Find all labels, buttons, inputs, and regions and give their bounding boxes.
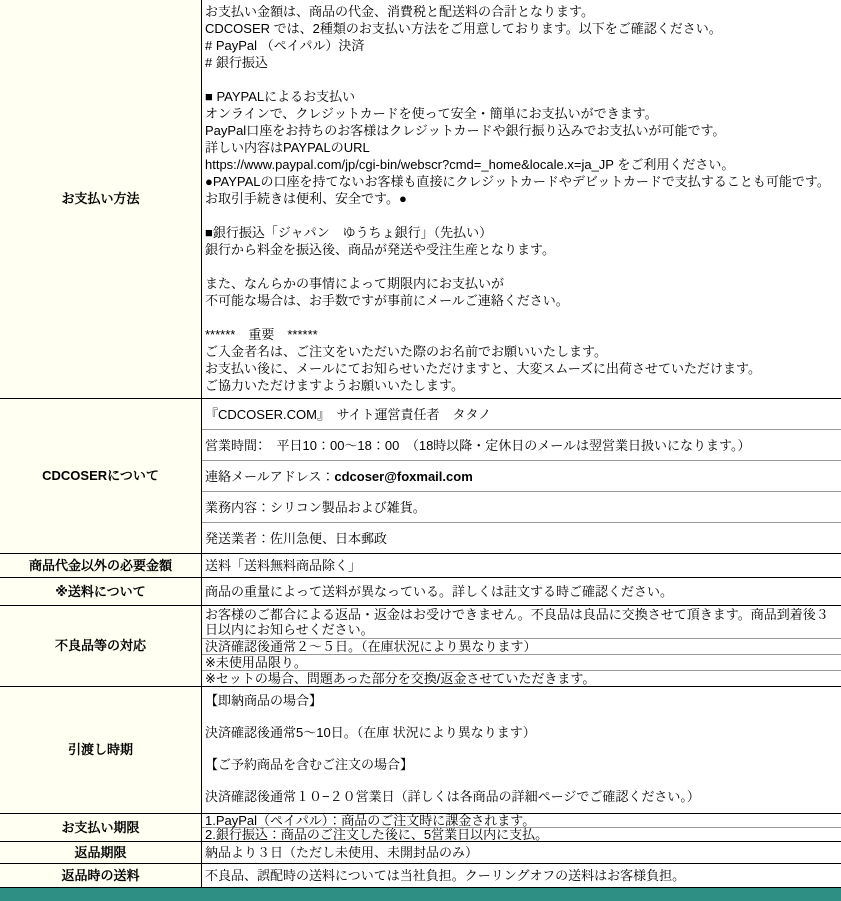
- payment-line: ●PAYPALの口座を持てないお客様も直接にクレジットカードやデビットカードで支払することも可能です。: [205, 174, 830, 189]
- payment-line: お支払い後に、メールにてお知らせいただけますと、大変スムーズに出荷させていただけます。: [205, 361, 762, 376]
- payment-line: # PayPal （ペイパル）決済: [205, 38, 365, 53]
- defective-items-content: [202, 606, 841, 686]
- row-shipping-note: [0, 578, 841, 606]
- return-period-label: 返品期限: [0, 842, 202, 863]
- row-delivery-time: [0, 687, 841, 814]
- defect-unused-note: ※未使用品限り。: [202, 655, 841, 671]
- defective-items-label: 不良品等の対応: [0, 606, 202, 686]
- business-hours-line: 営業時間： 平日10：00〜18：00 （18時以降・定休日のメールは翌営業日扱いになります。）: [202, 430, 841, 461]
- row-return-period: [0, 842, 841, 864]
- defect-policy-paragraph: お客様のご都合による返品・返金はお受けできません。不良品は良品に交換させて頂きます。商品到着後３日以内にお知らせください。: [202, 606, 841, 639]
- defect-set-note: ※セットの場合、問題あった部分を交換/返金させていただきます。: [205, 671, 596, 686]
- shipping-carriers-line: 発送業者：佐川急便、日本郵政: [205, 530, 388, 546]
- defect-exchange-time: 決済確認後通常２〜５日。（在庫状況により異なります）: [202, 639, 841, 655]
- row-payment-method: [0, 0, 841, 399]
- payment-method-content: [202, 0, 841, 398]
- payment-line: また、なんらかの事情によって期限内にお支払いが: [205, 276, 505, 291]
- delivery-preorder-heading: 【ご予約商品を含むご注文の場合】: [205, 757, 414, 772]
- delivery-time-content: [202, 687, 841, 813]
- payment-line: ■ PAYPALによるお支払い: [205, 89, 356, 104]
- payment-line: お取引手続きは便利、安全です。●: [205, 191, 407, 206]
- delivery-instock-heading: 【即納商品の場合】: [205, 693, 323, 708]
- extra-fees-text: 送料「送料無料商品除く」: [205, 558, 362, 573]
- row-about-cdcoser: [0, 399, 841, 554]
- return-shipping-text: 不良品、誤配時の送料については当社負担。クーリングオフの送料はお客様負担。: [205, 868, 686, 883]
- important-notice-heading: ****** 重要 ******: [205, 327, 318, 342]
- about-cdcoser-content: [202, 399, 841, 553]
- delivery-time-label: 引渡し時期: [0, 687, 202, 813]
- return-period-text: 納品より３日（ただし未使用、未開封品のみ）: [205, 845, 479, 860]
- delivery-instock-time: 決済確認後通常5〜10日。（在庫 状況により異なります）: [205, 725, 536, 740]
- payment-line: ■銀行振込「ジャパン ゆうちょ銀行」（先払い）: [205, 225, 493, 240]
- row-extra-fees: [0, 554, 841, 578]
- row-defective-items: [0, 606, 841, 687]
- contact-email-line: [202, 461, 841, 492]
- payment-deadline-label: お支払い期限: [0, 814, 202, 841]
- contact-email-label: 連絡メールアドレス：: [205, 468, 335, 484]
- deadline-paypal-line: 1.PayPal（ペイパル）：商品のご注文時に課金されます。: [202, 814, 841, 828]
- site-operator-line: 『CDCOSER.COM』 サイト運営責任者 タタノ: [202, 399, 841, 430]
- contact-email-address: cdcoser@foxmail.com: [334, 468, 473, 484]
- row-payment-deadline: [0, 814, 841, 842]
- about-cdcoser-label: CDCOSERについて: [0, 399, 202, 553]
- payment-line: オンラインで、クレジットカードを使って安全・簡単にお支払いができます。: [205, 106, 658, 121]
- payment-line: CDCOSER では、2種類のお支払い方法をご用意しております。以下をご確認ください。: [205, 21, 722, 36]
- blank-line: [202, 258, 841, 275]
- shipping-note-text: 商品の重量によって送料が異なっている。詳しくは註文する時ご確認ください。: [205, 584, 674, 599]
- business-description-line: 業務内容：シリコン製品および雑貨。: [202, 492, 841, 523]
- payment-line: 銀行から料金を振込後、商品が発送や受注生産となります。: [205, 242, 555, 257]
- blank-line: [202, 71, 841, 88]
- bottom-teal-bar: [0, 888, 841, 901]
- payment-line: 詳しい内容はPAYPALのURL: [205, 140, 370, 155]
- extra-fees-label: 商品代金以外の必要金額: [0, 554, 202, 577]
- payment-line: ご入金者名は、ご注文をいただいた際のお名前でお願いいたします。: [205, 344, 607, 359]
- payment-method-label: お支払い方法: [0, 0, 202, 398]
- shipping-note-label: ※送料について: [0, 578, 202, 605]
- return-shipping-label: 返品時の送料: [0, 864, 202, 887]
- payment-line: 不可能な場合は、お手数ですが事前にメールご連絡ください。: [205, 293, 569, 308]
- payment-deadline-content: [202, 814, 841, 841]
- delivery-preorder-time: 決済確認後通常１０−２０営業日（詳しくは各商品の詳細ページでご確認ください。）: [205, 789, 700, 804]
- payment-line: お支払い金額は、商品の代金、消費税と配送料の合計となります。: [205, 4, 594, 19]
- blank-line: [202, 207, 841, 224]
- payment-line: # 銀行振込: [205, 55, 268, 70]
- deadline-bank-line: 2.銀行振込：商品のご注文した後に、5営業日以内に支払。: [205, 827, 549, 842]
- payment-line: PayPal口座をお持ちのお客様はクレジットカードや銀行振り込みでお支払いが可能です。: [205, 123, 726, 138]
- blank-line: [202, 309, 841, 326]
- payment-line: ご協力いただけますようお願いいたします。: [205, 378, 464, 393]
- paypal-url-text: https://www.paypal.com/jp/cgi-bin/webscr?cmd=_home&locale.x=ja_JP をご利用ください。: [205, 157, 735, 172]
